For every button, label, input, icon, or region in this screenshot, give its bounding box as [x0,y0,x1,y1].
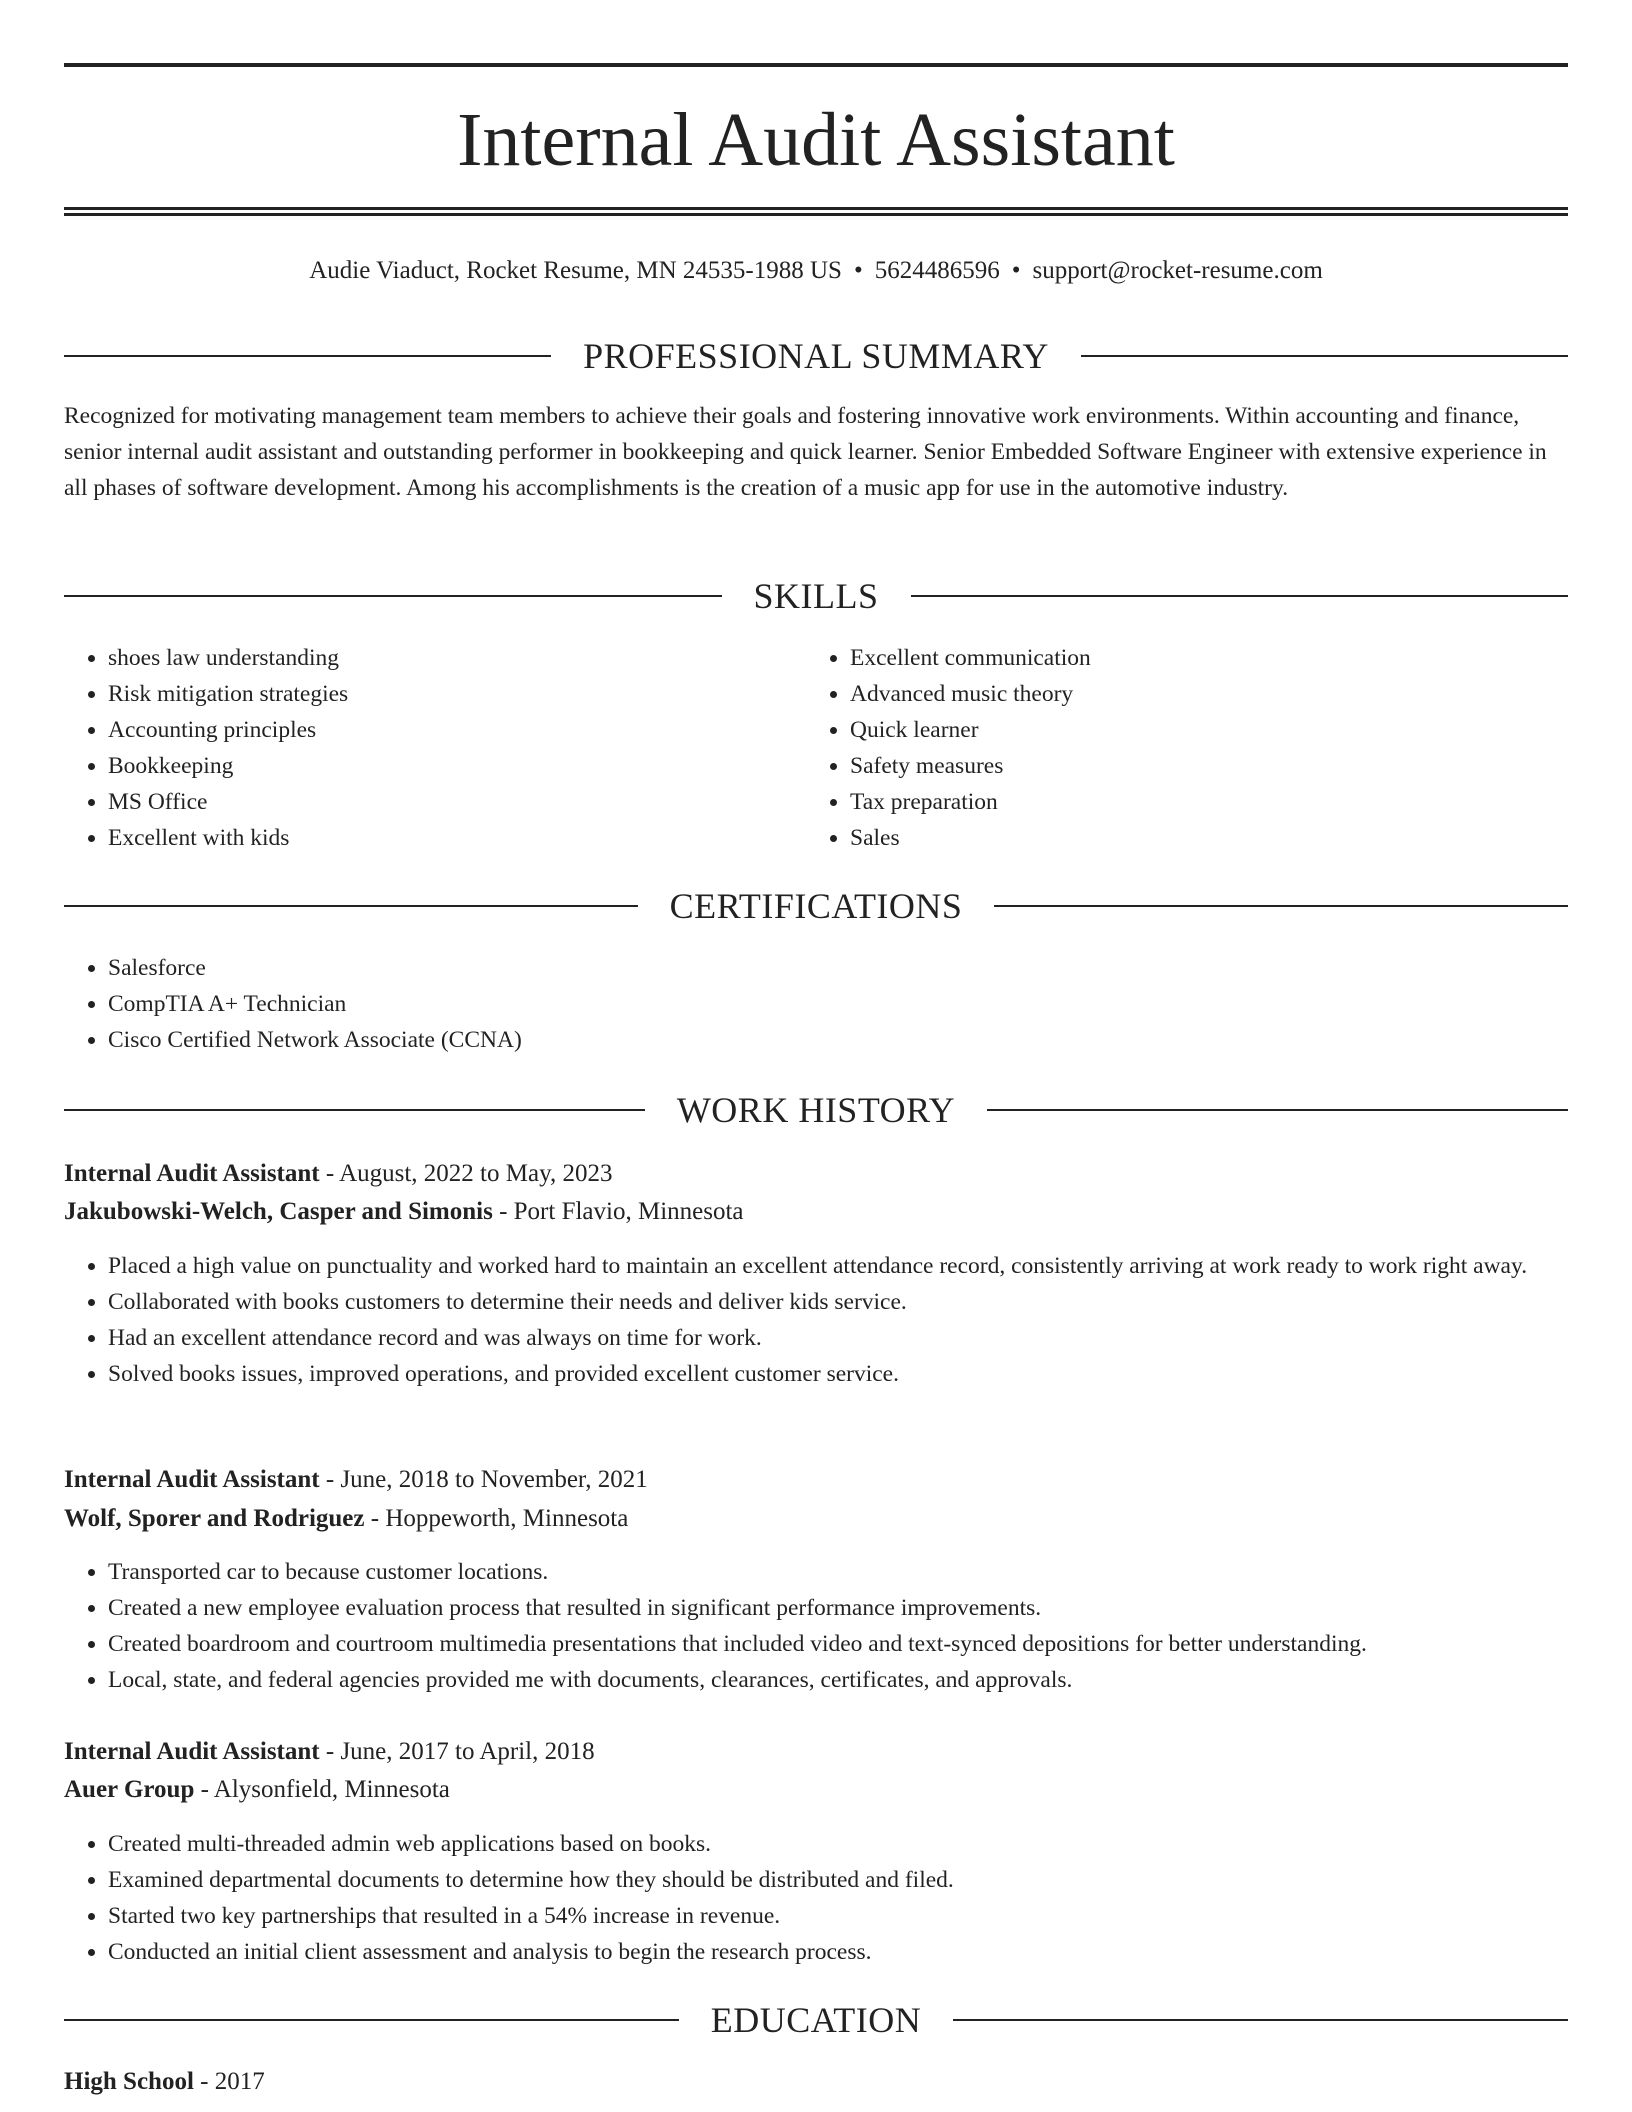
skills-heading [64,576,1568,616]
education-item [64,2064,1568,2100]
education-heading-label: EDUCATION [710,2000,922,2040]
skills-heading-label: SKILLS [753,576,879,616]
skill-item: • shoes law understanding [108,640,808,676]
job-title-line [64,1156,1568,1192]
job-title-line [64,1734,1568,1770]
heading-rule [64,355,551,357]
job-company: Wolf, Sporer and Rodriguez [64,1505,365,1532]
heading-rule [911,595,1569,597]
job-bullet: • Created a new employee evaluation process that resulted in significant performance improvements. [108,1590,1568,1626]
education-year: - 2017 [193,2068,265,2095]
job-company-line [64,1772,1568,1808]
job-title: Internal Audit Assistant [64,1738,320,1765]
contact-phone: 5624486596 [874,257,1000,284]
skill-item: • Tax preparation [850,784,1550,820]
certification-item: • CompTIA A+ Technician [108,986,1568,1022]
job-bullet: • Placed a high value on punctuality and worked hard to maintain an excellent attendance record, consistently arriving at work ready to work right away. [108,1248,1568,1284]
job-title-line [64,1462,1568,1498]
job-bullet: • Had an excellent attendance record and was always on time for work. [108,1320,1568,1356]
resume-title: Internal Audit Assistant [457,98,1175,182]
skill-item: • Bookkeeping [108,748,808,784]
title-double-rule [64,207,1568,216]
heading-rule [64,2019,679,2021]
job-company: Jakubowski-Welch, Casper and Simonis [64,1198,493,1225]
heading-rule [1081,355,1568,357]
job-company: Auer Group [64,1776,195,1803]
certification-item: • Salesforce [108,950,1568,986]
heading-rule [64,1109,645,1111]
top-rule [64,63,1568,67]
job-bullet: • Solved books issues, improved operations, and provided excellent customer service. [108,1356,1568,1392]
contact-separator: • [853,257,863,284]
job-dates: - June, 2017 to April, 2018 [319,1738,595,1765]
education-degree: High School [64,2068,194,2095]
summary-text: Recognized for motivating management team members to achieve their goals and fostering innovative work environments. Within accounting and finance, senior internal audit assistant and outstanding performer in bookkeeping and quick learner. Senior Embedded Software Engineer with extensive experience in all phases of software development. Among his accomplishments is the creation of a music app for use in the automotive industry. [64,403,1547,501]
skill-item: • Accounting principles [108,712,808,748]
contact-email: support@rocket-resume.com [1032,257,1323,284]
skill-item: • MS Office [108,784,808,820]
contact-address: Audie Viaduct, Rocket Resume, MN 24535-1988 US [309,257,842,284]
heading-rule [64,905,638,907]
job-bullets [64,1826,1568,1970]
work-history-heading [64,1090,1568,1130]
job-bullets [64,1248,1568,1392]
skills-list-left [64,640,808,856]
skill-item: • Excellent with kids [108,820,808,856]
contact-line [64,253,1568,289]
skill-item: • Sales [850,820,1550,856]
job-title: Internal Audit Assistant [64,1466,320,1493]
heading-rule [987,1109,1568,1111]
work-history-heading-label: WORK HISTORY [676,1090,956,1130]
certifications-heading-label: CERTIFICATIONS [669,886,963,926]
certifications-list [64,950,1568,1058]
contact-separator: • [1011,257,1021,284]
education-heading [64,2000,1568,2040]
job-dates: - June, 2018 to November, 2021 [319,1466,648,1493]
job-bullet: • Created boardroom and courtroom multimedia presentations that included video and text-synced depositions for better understanding. [108,1626,1568,1662]
skill-item: • Safety measures [850,748,1550,784]
job-bullet: • Conducted an initial client assessment and analysis to begin the research process. [108,1934,1568,1970]
skills-list-right [806,640,1550,856]
job-bullet: • Local, state, and federal agencies provided me with documents, clearances, certificates, and approvals. [108,1662,1568,1698]
certification-item: • Cisco Certified Network Associate (CCNA) [108,1022,1568,1058]
job-title: Internal Audit Assistant [64,1160,320,1187]
heading-rule [953,2019,1568,2021]
skill-item: • Excellent communication [850,640,1550,676]
job-bullets [64,1554,1568,1698]
heading-rule [994,905,1568,907]
job-bullet: • Collaborated with books customers to determine their needs and deliver kids service. [108,1284,1568,1320]
job-location: - Hoppeworth, Minnesota [364,1505,629,1532]
job-bullet: • Transported car to because customer locations. [108,1554,1568,1590]
skill-item: • Risk mitigation strategies [108,676,808,712]
summary-heading [64,336,1568,376]
heading-rule [64,595,722,597]
skill-item: • Advanced music theory [850,676,1550,712]
job-bullet: • Created multi-threaded admin web applications based on books. [108,1826,1568,1862]
job-location: - Alysonfield, Minnesota [194,1776,450,1803]
job-bullet: • Started two key partnerships that resulted in a 54% increase in revenue. [108,1898,1568,1934]
summary-heading-label: PROFESSIONAL SUMMARY [583,336,1049,376]
job-company-line [64,1194,1568,1230]
job-bullet: • Examined departmental documents to determine how they should be distributed and filed. [108,1862,1568,1898]
job-dates: - August, 2022 to May, 2023 [319,1160,613,1187]
skill-item: • Quick learner [850,712,1550,748]
certifications-heading [64,886,1568,926]
job-location: - Port Flavio, Minnesota [492,1198,744,1225]
job-company-line [64,1501,1568,1537]
